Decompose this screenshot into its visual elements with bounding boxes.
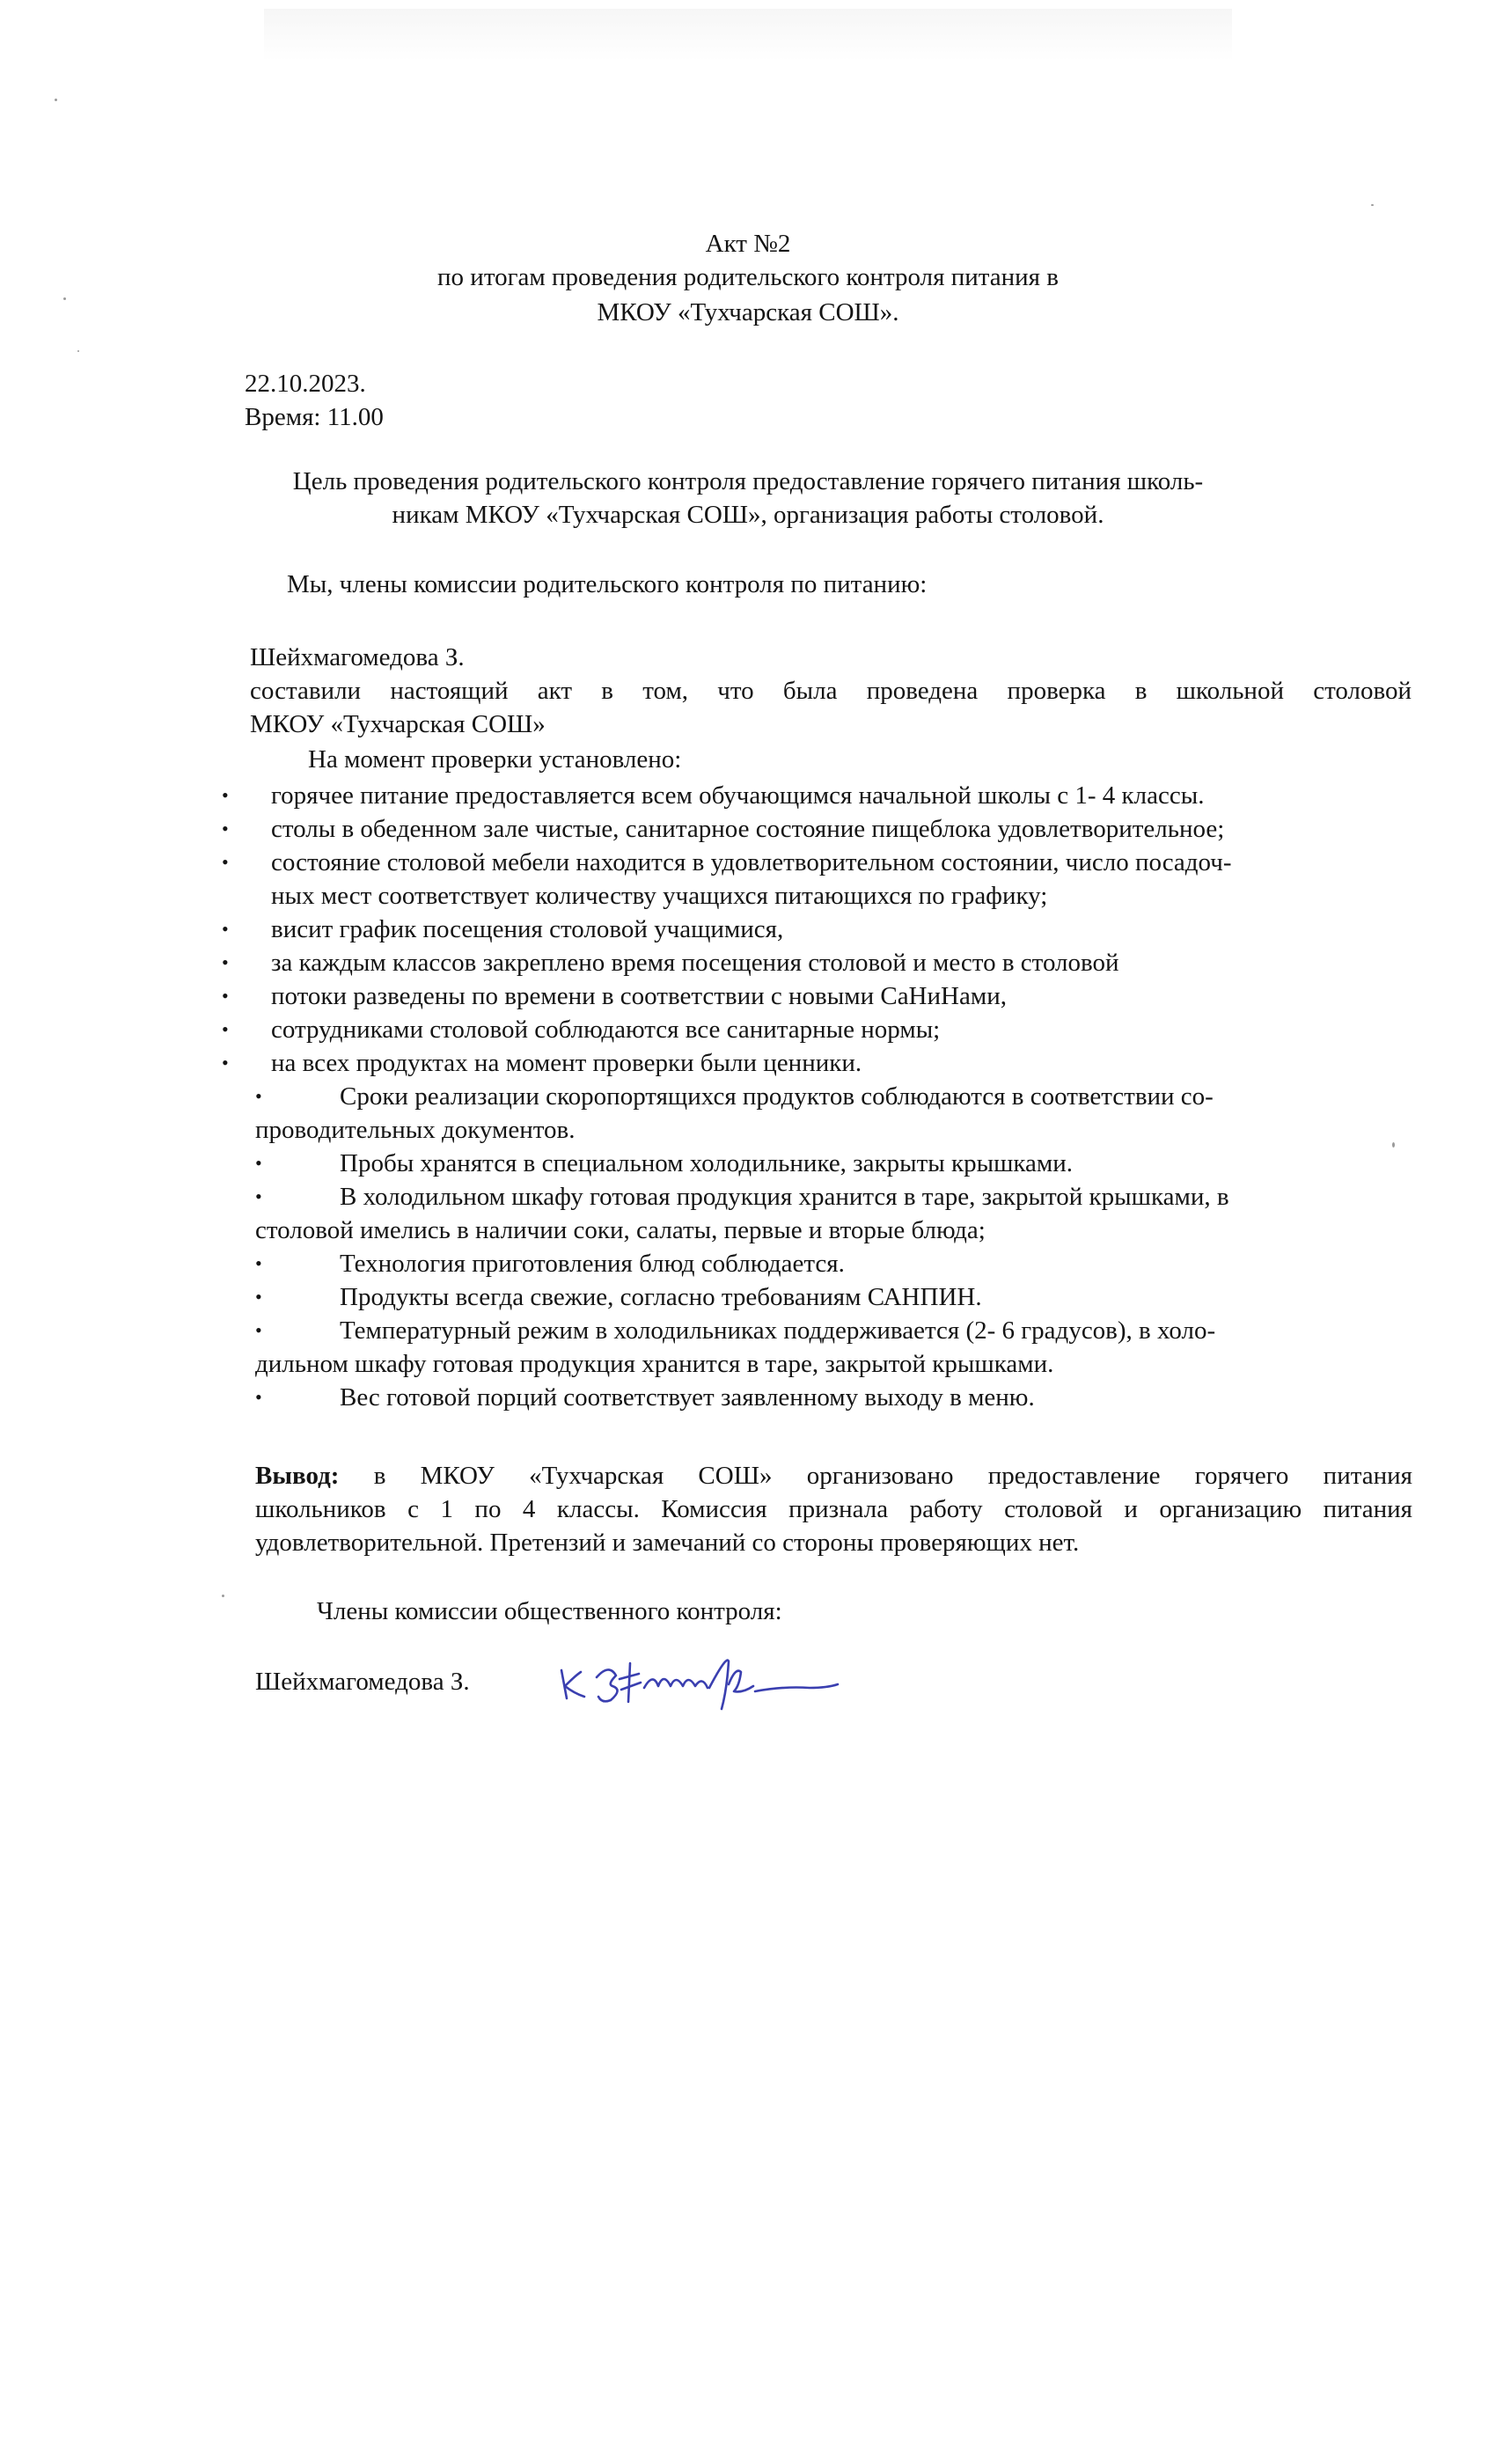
finding-item	[220, 1046, 1408, 1080]
bullet-icon: •	[255, 1386, 262, 1408]
commission-signatures-label: Члены комиссии общественного контроля:	[317, 1597, 782, 1625]
finding-text: Пробы хранятся в специальном холодильнике, закрыты крышками.	[340, 1149, 1074, 1177]
finding-item	[220, 979, 1408, 1013]
finding-item	[220, 812, 1408, 846]
finding-item	[255, 1280, 1408, 1314]
finding-text-continued: столовой имелись в наличии соки, салаты, первые и вторые блюда;	[255, 1216, 986, 1244]
bullet-icon: •	[255, 1185, 262, 1207]
purpose-line-1: Цель проведения родительского контроля предоставление горячего питания школь-	[292, 467, 1204, 495]
bullet-icon: •	[255, 1319, 262, 1341]
scan-speck	[1371, 204, 1374, 206]
finding-text: ных мест соответствует количеству учащихся питающихся по графику;	[271, 882, 1048, 910]
findings-list	[220, 779, 1408, 1414]
scan-artifact	[264, 9, 1232, 62]
purpose-line-2: никам МКОУ «Тухчарская СОШ», организация работы столовой.	[392, 501, 1104, 529]
finding-item	[255, 1180, 1408, 1247]
bullet-icon: •	[222, 1018, 229, 1040]
finding-text: В холодильном шкафу готовая продукция хранится в таре, закрытой крышками, в	[340, 1183, 1229, 1211]
finding-text: висит график посещения столовой учащимися,	[271, 915, 784, 943]
scan-speck	[55, 99, 57, 101]
finding-text-continued: дильном шкафу готовая продукция хранится в таре, закрытой крышками.	[255, 1350, 1054, 1378]
finding-text: сотрудниками столовой соблюдаются все санитарные нормы;	[271, 1016, 941, 1044]
conclusion-label: Вывод:	[255, 1462, 340, 1490]
finding-text: на всех продуктах на момент проверки были ценники.	[271, 1049, 862, 1077]
commission-intro: Мы, члены комиссии родительского контроля по питанию:	[287, 570, 928, 598]
scan-speck	[77, 350, 79, 352]
finding-text: Температурный режим в холодильниках поддерживается (2- 6 градусов), в холо-	[340, 1316, 1216, 1345]
finding-text: столы в обеденном зале чистые, санитарное состояние пищеблока удовлетворительное;	[271, 815, 1225, 843]
document-time: Время: 11.00	[245, 403, 384, 431]
conclusion-line-1	[255, 1459, 1412, 1492]
bullet-icon: •	[222, 818, 229, 840]
finding-text: Продукты всегда свежие, согласно требованиям САНПИН.	[340, 1283, 982, 1311]
finding-text: за каждым классов закреплено время посещения столовой и место в столовой	[271, 949, 1119, 977]
bullet-icon: •	[222, 1052, 229, 1074]
conclusion-line-3: удовлетворительной. Претензий и замечаний со стороны проверяющих нет.	[255, 1529, 1080, 1557]
conclusion-text-1: в МКОУ «Тухчарская СОШ» организовано предоставление горячего питания	[373, 1462, 1412, 1490]
finding-text: Технология приготовления блюд соблюдается.	[340, 1250, 845, 1278]
conclusion-line-2: школьников с 1 по 4 классы. Комиссия признала работу столовой и организацию питания	[255, 1495, 1412, 1523]
finding-item	[255, 1314, 1408, 1381]
finding-item	[220, 1013, 1408, 1046]
document-title: Акт №2	[705, 230, 791, 258]
bullet-icon: •	[255, 1152, 262, 1174]
bullet-icon: •	[255, 1252, 262, 1274]
bullet-icon: •	[255, 1286, 262, 1308]
finding-text: Сроки реализации скоропортящихся продуктов соблюдаются в соответствии со-	[340, 1082, 1214, 1111]
document-date: 22.10.2023.	[245, 370, 366, 398]
finding-item	[220, 913, 1408, 946]
bullet-icon: •	[222, 784, 229, 806]
bullet-icon: •	[222, 985, 229, 1007]
finding-text: горячее питание предоставляется всем обучающимся начальной школы с 1- 4 классы.	[271, 781, 1205, 810]
finding-text: состояние столовой мебели находится в удовлетворительном состоянии, число посадоч-	[271, 848, 1232, 876]
finding-text-continued: проводительных документов.	[255, 1116, 576, 1144]
bullet-icon: •	[255, 1085, 262, 1107]
document-subtitle-school: МКОУ «Тухчарская СОШ».	[597, 298, 899, 326]
scan-speck	[222, 1595, 224, 1597]
signatory-name: Шейхмагомедова З.	[255, 1668, 470, 1696]
finding-item	[220, 946, 1408, 979]
finding-text: потоки разведены по времени в соответствии с новыми СаНиНами,	[271, 982, 1007, 1010]
finding-text: Вес готовой порций соответствует заявленному выходу в меню.	[340, 1383, 1035, 1412]
statement-line-2: МКОУ «Тухчарская СОШ»	[250, 710, 546, 738]
finding-item	[220, 779, 1408, 812]
finding-item	[255, 1247, 1408, 1280]
bullet-icon: •	[222, 851, 229, 873]
finding-item	[255, 1381, 1408, 1414]
commission-member: Шейхмагомедова З.	[250, 643, 465, 671]
finding-item	[255, 1080, 1408, 1147]
finding-item	[255, 1147, 1408, 1180]
findings-heading: На момент проверки установлено:	[308, 745, 682, 774]
finding-item	[220, 846, 1408, 913]
bullet-icon: •	[222, 918, 229, 940]
statement-line-1: составили настоящий акт в том, что была проведена проверка в школьной столовой	[250, 677, 1412, 705]
bullet-icon: •	[222, 951, 229, 973]
document-subtitle: по итогам проведения родительского контроля питания в	[437, 263, 1059, 291]
handwritten-signature	[554, 1637, 854, 1716]
